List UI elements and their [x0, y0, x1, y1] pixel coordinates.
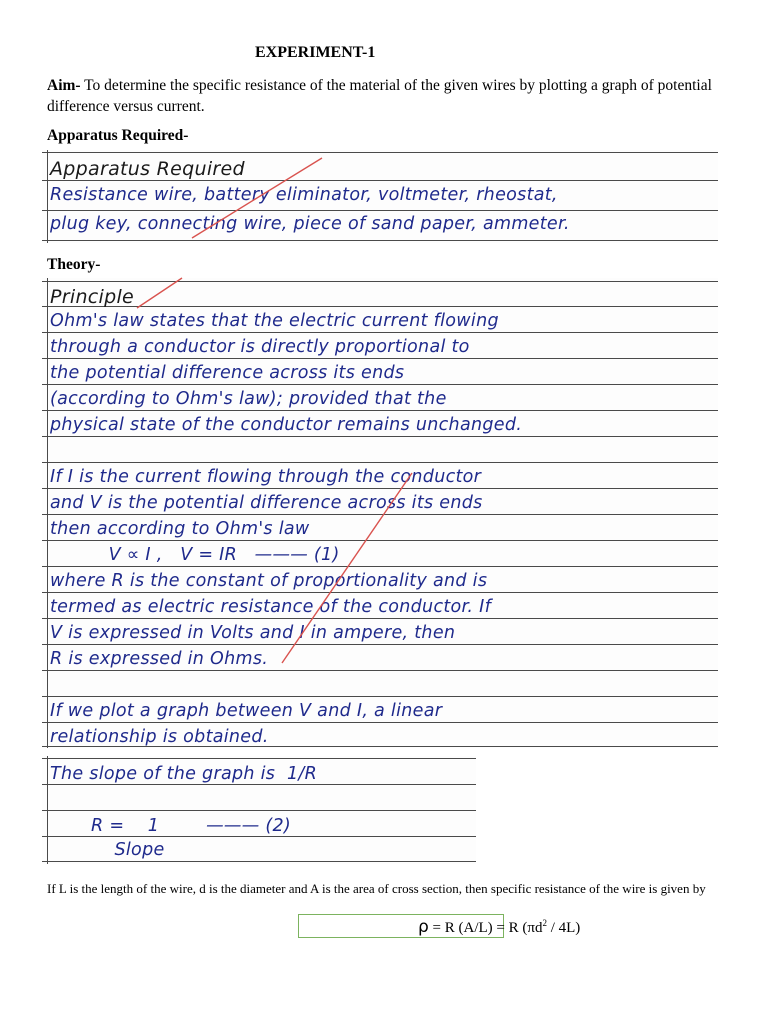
strike-mark [42, 278, 718, 748]
apparatus-note-heading: Apparatus Required [50, 158, 245, 180]
theory-line: Ohm's law states that the electric current flowing [50, 311, 499, 331]
apparatus-heading: Apparatus Required- [47, 127, 189, 144]
theory-heading: Theory- [47, 256, 101, 273]
slope-denominator: Slope [50, 840, 165, 860]
apparatus-line: Resistance wire, battery eliminator, voltmeter, rheostat, [50, 185, 558, 205]
slope-equation-2: R = 1 ——— (2) [50, 816, 292, 836]
theory-line: relationship is obtained. [50, 727, 269, 747]
rho-symbol: ρ [418, 917, 429, 937]
theory-line: where R is the constant of proportionality and is [50, 571, 488, 591]
theory-line: If we plot a graph between V and I, a linear [50, 701, 443, 721]
theory-line: (according to Ohm's law); provided that the [50, 389, 447, 409]
formula-superscript: 2 [542, 918, 547, 928]
theory-line: R is expressed in Ohms. [50, 649, 269, 669]
theory-line: the potential difference across its ends [50, 363, 405, 383]
apparatus-notes [42, 150, 718, 243]
page-title: EXPERIMENT-1 [255, 44, 376, 61]
formula-tail: / 4L) [546, 920, 581, 936]
formula-main: = R (A/L) = R (πd [428, 920, 543, 936]
theory-line: If I is the current flowing through the conductor [50, 467, 482, 487]
theory-line: physical state of the conductor remains unchanged. [50, 415, 523, 435]
theory-line: V is expressed in Volts and I in ampere, then [50, 623, 456, 643]
theory-line: through a conductor is directly proportional to [50, 337, 470, 357]
theory-line: termed as electric resistance of the conductor. If [50, 597, 492, 617]
slope-notes [42, 756, 476, 864]
theory-equation-1: V ∝ I , V = IR ——— (1) [50, 545, 340, 565]
specific-resistance-paragraph: If L is the length of the wire, d is the diameter and A is the area of cross section, then specific resistance of the wire is given by [47, 881, 706, 896]
theory-note-heading: Principle [50, 286, 135, 308]
slope-line: The slope of the graph is 1/R [50, 764, 318, 784]
apparatus-line: plug key, connecting wire, piece of sand paper, ammeter. [50, 214, 570, 234]
specific-resistance-formula [418, 917, 580, 937]
aim-text: To determine the specific resistance of the material of the given wires by plotting a graph of potential difference versus current. [47, 77, 712, 115]
aim-paragraph [47, 75, 747, 117]
strike-mark [42, 150, 718, 243]
theory-line: then according to Ohm's law [50, 519, 310, 539]
aim-label: Aim- [47, 77, 81, 94]
theory-notes [42, 278, 718, 748]
theory-line: and V is the potential difference across its ends [50, 493, 483, 513]
